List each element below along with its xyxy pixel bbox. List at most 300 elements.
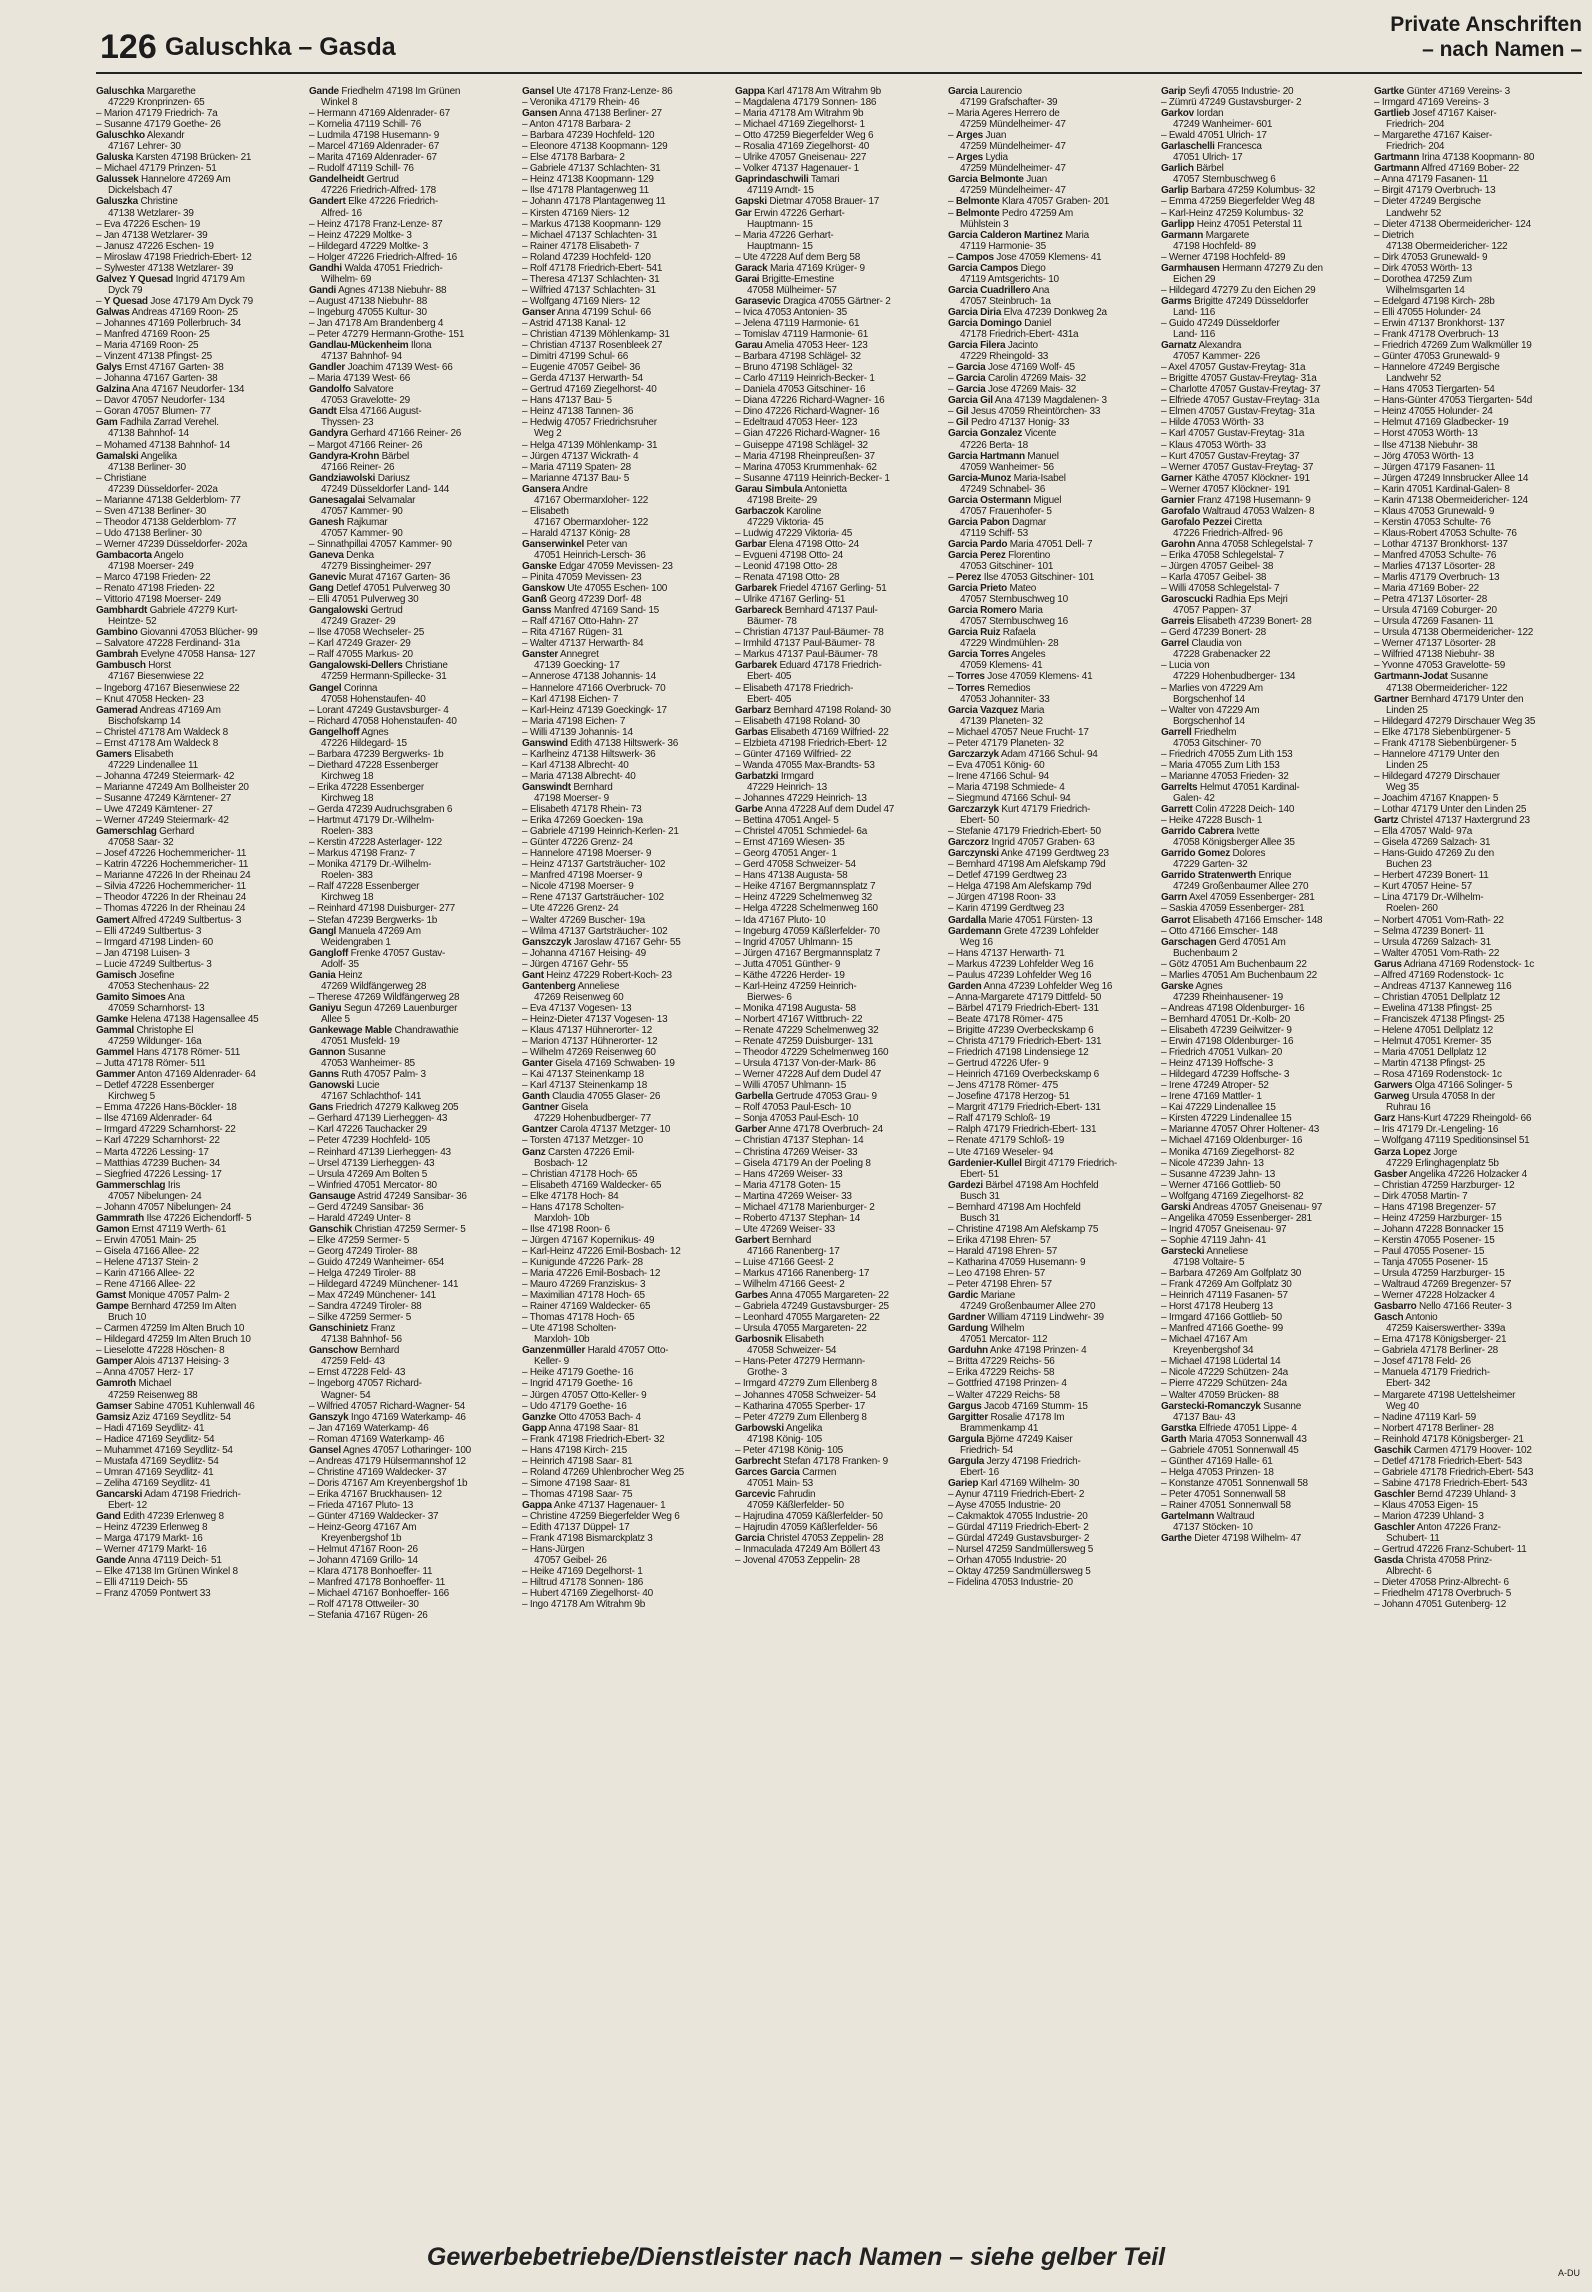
directory-entry: – Karin 47166 Allee- 22 xyxy=(96,1268,195,1280)
directory-entry: Garces Garcia Carmen xyxy=(735,1466,837,1478)
directory-entry: – Diethard 47228 Essenberger xyxy=(309,759,439,771)
directory-entry: Galuszka Christine xyxy=(96,196,178,208)
directory-entry: – Bernhard 47051 Dr.-Kolb- 20 xyxy=(1161,1013,1290,1025)
directory-entry: 47249 Schnabel- 36 xyxy=(960,483,1046,495)
directory-entry: – Christian 47137 Stephan- 14 xyxy=(735,1135,864,1147)
directory-entry: – Uwe 47249 Kärntener- 27 xyxy=(96,804,213,816)
directory-entry: – Leo 47198 Ehren- 57 xyxy=(948,1268,1046,1280)
directory-entry: – Johann 47051 Gutenberg- 12 xyxy=(1374,1599,1506,1611)
directory-entry: Garcia Hartmann Manuel xyxy=(948,450,1059,462)
directory-entry: Gant Heinz 47229 Robert-Koch- 23 xyxy=(522,969,672,981)
directory-entry: Dyck 79 xyxy=(108,284,143,296)
directory-entry: – Frank 47198 Friedrich-Ebert- 32 xyxy=(522,1433,665,1445)
directory-entry: – Susanne 47239 Jahn- 13 xyxy=(1161,1168,1276,1180)
directory-entry: – Gottfried 47198 Prinzen- 4 xyxy=(948,1378,1067,1390)
directory-entry: – Barbara 47198 Schlägel- 32 xyxy=(735,351,861,363)
directory-entry: – Sandra 47249 Tiroler- 88 xyxy=(309,1301,422,1313)
directory-entry: – Günther 47169 Halle- 61 xyxy=(1161,1455,1273,1467)
directory-entry: – Klaus 47053 Grunewald- 9 xyxy=(1374,505,1495,517)
directory-entry: Gande Anna 47119 Deich- 51 xyxy=(96,1555,222,1567)
directory-entry: Garthe Dieter 47198 Wilhelm- 47 xyxy=(1161,1533,1302,1545)
directory-entry: Galzina Ana 47167 Neudorfer- 134 xyxy=(96,384,245,396)
directory-entry: – Miroslaw 47198 Friedrich-Ebert- 12 xyxy=(96,251,252,263)
directory-entry: Garcia-Munoz Maria-Isabel xyxy=(948,472,1066,484)
directory-entry: – Peter 47239 Hochfeld- 105 xyxy=(309,1135,431,1147)
directory-entry: Gamper Alois 47137 Heising- 3 xyxy=(96,1356,229,1368)
directory-entry: Garcia Diria Elva 47239 Donkweg 2a xyxy=(948,306,1107,318)
directory-entry: Gammrath Ilse 47226 Eichendorff- 5 xyxy=(96,1212,252,1224)
directory-entry: – Rene 47166 Allee- 22 xyxy=(96,1279,196,1291)
directory-entry: – Kirsten 47229 Lindenallee 15 xyxy=(1161,1113,1292,1125)
directory-entry: Gartke Günter 47169 Vereins- 3 xyxy=(1374,86,1510,97)
directory-entry: – Helga 47228 Schelmenweg 160 xyxy=(735,903,878,915)
directory-entry: – Hildegard 47229 Moltke- 3 xyxy=(309,240,428,252)
directory-entry: – Barbara 47239 Bergwerks- 1b xyxy=(309,748,444,760)
directory-entry: – Heinz 47229 Moltke- 3 xyxy=(309,229,412,241)
directory-entry: – Roman 47169 Waterkamp- 46 xyxy=(309,1433,445,1445)
directory-entry: – Werner 47228 Holzacker 4 xyxy=(1374,1290,1495,1302)
directory-entry: Garbes Anna 47055 Margareten- 22 xyxy=(735,1290,889,1302)
directory-entry: 47259 Mündelheimer- 47 xyxy=(960,163,1066,175)
directory-entry: Garcia Romero Maria xyxy=(948,605,1043,617)
directory-entry: Gansera Andre xyxy=(522,483,588,495)
directory-entry: – Ingo 47178 Am Witrahm 9b xyxy=(522,1599,646,1611)
directory-entry: – Gisela 47179 An der Poeling 8 xyxy=(735,1157,871,1169)
directory-entry: – Theresa 47137 Schlachten- 31 xyxy=(522,273,660,285)
directory-entry: Garrido Gomez Dolores xyxy=(1161,848,1266,860)
directory-entry: 47057 Pappen- 37 xyxy=(1173,605,1252,617)
directory-entry: – Johannes 47169 Pollerbruch- 34 xyxy=(96,317,241,329)
directory-entry: – Marianne 47053 Frieden- 32 xyxy=(1161,770,1289,782)
directory-entry: Ganszczyk Jaroslaw 47167 Gehr- 55 xyxy=(522,936,681,948)
directory-entry: – Ayse 47055 Industrie- 20 xyxy=(948,1500,1061,1511)
directory-entry: Gardemann Grete 47239 Lohfelder xyxy=(948,925,1099,937)
directory-entry: – Johann 47228 Bonnacker 15 xyxy=(1374,1223,1504,1235)
directory-entry: Gansen Anna 47138 Berliner- 27 xyxy=(522,108,662,120)
directory-entry: – Eva 47051 König- 60 xyxy=(948,759,1045,771)
directory-entry: – Mustafa 47169 Seydlitz- 54 xyxy=(96,1455,219,1467)
directory-entry: 47057 Steinbruch- 1a xyxy=(960,295,1051,307)
directory-entry: – Zeliha 47169 Seydlitz- 41 xyxy=(96,1477,211,1489)
directory-entry: – Johann 47178 Plantagenweg 11 xyxy=(522,196,666,208)
directory-entry: Garcevic Fahrudin xyxy=(735,1488,816,1500)
directory-entry: – Karl 47226 Tauchacker 29 xyxy=(309,1124,427,1136)
directory-entry: Garcia Pardo Maria 47051 Dell- 7 xyxy=(948,538,1093,550)
directory-entry: Ganswind Edith 47138 Hiltswerk- 36 xyxy=(522,737,679,749)
directory-entry: – Gabriele 47137 Schlachten- 31 xyxy=(522,163,661,175)
directory-entry: – Willi 47139 Johannis- 14 xyxy=(522,726,633,738)
directory-entry: Garcia Calderon Martinez Maria xyxy=(948,229,1089,241)
directory-entry: 47119 Amtsgerichts- 10 xyxy=(960,273,1059,285)
directory-entry: Gangelhoff Agnes xyxy=(309,726,389,738)
directory-entry: – Karlheinz 47138 Hiltswerk- 36 xyxy=(522,748,656,760)
directory-entry: Gandert Elke 47226 Friedrich- xyxy=(309,196,438,208)
directory-entry: – Stefania 47167 Rügen- 26 xyxy=(309,1610,428,1622)
directory-entry: Garus Adriana 47169 Rodenstock- 1c xyxy=(1374,958,1534,970)
directory-entry: – Ursula 47269 Salzach- 31 xyxy=(1374,936,1491,948)
directory-entry: – Hiltrud 47178 Sonnen- 186 xyxy=(522,1577,644,1589)
directory-entry: Roelen- 383 xyxy=(321,870,373,882)
directory-entry: – Ingeburg 47059 Käßlerfelder- 70 xyxy=(735,925,880,937)
directory-entry: – Renate 47259 Duisburger- 131 xyxy=(735,1036,874,1048)
directory-entry: Garwers Olga 47166 Solinger- 5 xyxy=(1374,1080,1513,1092)
footer-note: Gewerbebetriebe/Dienstleister nach Namen – siehe gelber Teil xyxy=(426,2243,1166,2271)
directory-entry: – Jovenal 47053 Zeppelin- 28 xyxy=(735,1555,860,1567)
directory-entry: – Dieter 47138 Obermeidericher- 124 xyxy=(1374,218,1531,230)
directory-entry: – Susanne 47119 Heinrich-Becker- 1 xyxy=(735,472,890,484)
directory-entry: Ganiyu Segun 47269 Lauenburger xyxy=(309,1002,458,1014)
directory-entry: – Heinz-Georg 47167 Am xyxy=(309,1522,417,1534)
directory-entry: Gaprindaschwili Tamari xyxy=(735,174,840,186)
directory-entry: – Elli 47119 Deich- 55 xyxy=(96,1577,188,1589)
directory-entry: – Josef 47178 Feld- 26 xyxy=(1374,1356,1471,1368)
directory-entry: – Willi 47058 Schlegelstal- 7 xyxy=(1161,583,1280,595)
directory-entry: – Frank 47178 Siebenbürgener- 5 xyxy=(1374,737,1517,749)
directory-entry: – Ursula 47137 Von-der-Mark- 86 xyxy=(735,1058,876,1070)
directory-entry: Weg 40 xyxy=(1386,1400,1419,1412)
directory-entry: 47249 Wanheimer- 601 xyxy=(1173,119,1273,131)
directory-entry: – Jan 47138 Wetzlarer- 39 xyxy=(96,229,208,241)
directory-entry: 47239 Rheinhausener- 19 xyxy=(1173,991,1283,1003)
directory-entry: – Theodor 47226 In der Rheinau 24 xyxy=(96,892,247,904)
page-number: 126 xyxy=(100,28,157,66)
directory-entry: – Ingeburg 47055 Kultur- 30 xyxy=(309,306,427,318)
directory-entry: Dickelsbach 47 xyxy=(108,185,173,197)
directory-entry: 47198 König- 105 xyxy=(747,1433,822,1445)
directory-entry: Gammal Christophe El xyxy=(96,1024,194,1036)
directory-entry: – Heinz 47239 Erlenweg 8 xyxy=(96,1522,208,1534)
directory-entry: – Michael 47167 Bonhoeffer- 166 xyxy=(309,1588,449,1600)
directory-entry: Gangloff Frenke 47057 Gustav- xyxy=(309,947,446,959)
directory-entry: – Udo 47138 Berliner- 30 xyxy=(96,527,202,539)
directory-entry: – Heinz 47139 Hoffsche- 3 xyxy=(1161,1058,1273,1070)
directory-entry: Garcia Campos Diego xyxy=(948,262,1046,274)
directory-entry: – Annerose 47138 Johannis- 14 xyxy=(522,671,656,683)
directory-entry: – Georg 47249 Tiroler- 88 xyxy=(309,1245,418,1257)
directory-entry: Garza Lopez Jorge xyxy=(1374,1146,1458,1158)
directory-entry: – Brigitte 47057 Gustav-Freytag- 31a xyxy=(1161,373,1317,385)
directory-entry: 47259 Feld- 43 xyxy=(321,1356,385,1368)
directory-entry: – Monika 47169 Ziegelhorst- 82 xyxy=(1161,1146,1295,1158)
directory-entry: – Werner 47057 Klöckner- 191 xyxy=(1161,483,1291,495)
directory-entry: 47138 Berliner- 30 xyxy=(108,461,186,473)
directory-entry: – Gürdal 47119 Friedrich-Ebert- 2 xyxy=(948,1522,1089,1534)
directory-entry: – Marianne 47138 Gelderblom- 77 xyxy=(96,494,241,506)
directory-entry: – Gabriela 47178 Berliner- 28 xyxy=(1374,1345,1498,1357)
directory-entry: – Karla 47057 Geibel- 38 xyxy=(1161,572,1267,584)
directory-entry: 47167 Lehrer- 30 xyxy=(108,141,181,153)
directory-entry: – Jürgen 47167 Gehr- 55 xyxy=(522,958,628,970)
directory-entry: Garrell Friedhelm xyxy=(1161,726,1237,738)
directory-entry: Ganser Anna 47199 Schul- 66 xyxy=(522,306,651,318)
directory-entry: – Dieter 47249 Bergische xyxy=(1374,196,1481,208)
directory-entry: Ganß Georg 47239 Dorf- 48 xyxy=(522,594,642,606)
directory-entry: – Eva 47226 Eschen- 19 xyxy=(96,218,201,230)
directory-entry: – Christian 47139 Möhlenkamp- 31 xyxy=(522,329,670,341)
directory-entry: – Irmgard 47279 Zum Ellenberg 8 xyxy=(735,1378,877,1390)
directory-entry: – Johanna 47167 Heising- 49 xyxy=(522,947,646,959)
directory-entry: – Gertrud 47169 Ziegelhorst- 40 xyxy=(522,384,657,396)
directory-entry: – Torres Remedios xyxy=(948,682,1031,694)
directory-entry: – Christa 47179 Friedrich-Ebert- 131 xyxy=(948,1036,1102,1048)
directory-entry: Friedrich- 54 xyxy=(960,1444,1013,1456)
directory-entry: Ganszyk Ingo 47169 Waterkamp- 46 xyxy=(309,1411,466,1423)
directory-entry: – Helmut 47051 Kremer- 35 xyxy=(1374,1036,1492,1048)
directory-entry: – Gabriela 47249 Gustavsburger- 25 xyxy=(735,1301,889,1313)
directory-entry: – Michael 47198 Lüdertal 14 xyxy=(1161,1356,1281,1368)
directory-entry: Garau Amelia 47053 Heer- 123 xyxy=(735,340,868,352)
directory-entry: – Jürgen 47057 Geibel- 38 xyxy=(1161,561,1274,573)
directory-entry: Gangl Manuela 47269 Am xyxy=(309,925,421,937)
directory-entry: – Ludwig 47229 Viktoria- 45 xyxy=(735,527,853,539)
directory-entry: Garner Käthe 47057 Klöckner- 191 xyxy=(1161,472,1310,484)
directory-entry: – Erika 47228 Essenberger xyxy=(309,781,424,793)
directory-entry: Ganschik Christian 47259 Sermer- 5 xyxy=(309,1223,466,1235)
directory-entry: – Paul 47055 Posener- 15 xyxy=(1374,1245,1485,1257)
directory-entry: – Christian 47137 Rosenbleek 27 xyxy=(522,340,663,352)
directory-entry: – Klaus-Robert 47053 Schulte- 76 xyxy=(1374,527,1517,539)
directory-entry: – Silvia 47226 Hochemmericher- 11 xyxy=(96,881,246,893)
directory-entry: – Kai 47137 Steinenkamp 18 xyxy=(522,1069,644,1081)
directory-entry: Gantzer Carola 47137 Metzger- 10 xyxy=(522,1124,671,1136)
directory-entry: Gartlieb Josef 47167 Kaiser- xyxy=(1374,108,1497,120)
directory-entry: – Elisabeth 47198 Roland- 30 xyxy=(735,715,860,727)
directory-entry: – Helga 47198 Am Alefskamp 79d xyxy=(948,881,1092,893)
directory-entry: Garrido Cabrera Ivette xyxy=(1161,826,1260,838)
directory-entry: Garbarek Friedel 47167 Gerling- 51 xyxy=(735,583,887,595)
directory-entry: Kreyenbergshof 34 xyxy=(1173,1345,1254,1357)
directory-entry: Gania Heinz xyxy=(309,969,363,981)
directory-entry: 47051 Mercator- 112 xyxy=(960,1334,1048,1346)
directory-entry: – Michael 47137 Schlachten- 31 xyxy=(522,229,658,241)
directory-entry: – Orhan 47055 Industrie- 20 xyxy=(948,1555,1067,1567)
directory-entry: Garbarz Bernhard 47198 Roland- 30 xyxy=(735,704,891,716)
directory-entry: Gappa Karl 47178 Am Witrahm 9b xyxy=(735,86,881,97)
directory-entry: 47139 Planeten- 32 xyxy=(960,715,1043,727)
directory-entry: Gamroth Michael xyxy=(96,1378,172,1390)
directory-entry: Gantner Gisela xyxy=(522,1102,588,1114)
directory-entry: – Renate 47229 Schelmenweg 32 xyxy=(735,1024,879,1036)
directory-entry: Garcia Torres Angeles xyxy=(948,649,1046,661)
directory-entry: – Friedhelm 47178 Overbruch- 5 xyxy=(1374,1588,1512,1600)
directory-entry: Gamerschlag Gerhard xyxy=(96,826,195,838)
directory-entry: – Anna 47179 Fasanen- 11 xyxy=(1374,174,1488,186)
directory-entry: Garms Brigitte 47249 Düsseldorfer xyxy=(1161,295,1309,307)
directory-entry: – Zümrü 47249 Gustavsburger- 2 xyxy=(1161,97,1302,109)
directory-entry: Galwas Andreas 47169 Roon- 25 xyxy=(96,306,238,318)
directory-entry: – Siegmund 47166 Schul- 94 xyxy=(948,793,1071,804)
directory-entry: – Michael 47178 Marienburger- 2 xyxy=(735,1201,875,1213)
directory-entry: – Marianne 47226 In der Rheinau 24 xyxy=(96,870,251,882)
directory-entry: – Horst 47178 Heuberg 13 xyxy=(1161,1301,1273,1313)
directory-entry: – Erika 47229 Reichs- 58 xyxy=(948,1367,1055,1379)
directory-entry: 47058 Mülheimer- 57 xyxy=(747,284,837,296)
directory-entry: – Johann 47057 Nibelungen- 24 xyxy=(96,1201,232,1213)
directory-entry: Marxloh- 10b xyxy=(534,1212,590,1224)
directory-entry: – Maria 47178 Goten- 15 xyxy=(735,1179,841,1191)
directory-entry: Garbe Anna 47228 Auf dem Dudel 47 xyxy=(735,804,895,816)
directory-entry: – Marianne 47137 Bau- 5 xyxy=(522,472,630,484)
directory-entry: – Waltraud 47269 Bregenzer- 57 xyxy=(1374,1279,1512,1291)
directory-entry: – Hannelore 47198 Moerser- 9 xyxy=(522,848,652,860)
directory-entry: – Erika 47198 Ehren- 57 xyxy=(948,1234,1051,1246)
directory-entry: – Torres Jose 47059 Klemens- 41 xyxy=(948,671,1093,683)
directory-entry: – Hans-Guido 47269 Zu den xyxy=(1374,848,1494,860)
directory-entry: – Gabriele 47051 Sonnenwall 45 xyxy=(1161,1444,1299,1456)
directory-entry: – Reinhard 47198 Duisburger- 277 xyxy=(309,903,455,915)
directory-entry: Gamst Monique 47057 Palm- 2 xyxy=(96,1290,230,1302)
directory-entry: – Janusz 47226 Eschen- 19 xyxy=(96,240,214,252)
directory-entry: – Yvonne 47053 Gravelotte- 59 xyxy=(1374,660,1506,672)
directory-entry: Galuschka Margarethe xyxy=(96,86,196,97)
directory-entry: Gartmann Irina 47138 Koopmann- 80 xyxy=(1374,152,1535,164)
directory-entry: – Norbert 47051 Vom-Rath- 22 xyxy=(1374,914,1504,926)
directory-entry: Garlich Bärbel xyxy=(1161,163,1224,175)
directory-entry: – Gabriele 47178 Friedrich-Ebert- 543 xyxy=(1374,1466,1534,1478)
directory-entry: – Ingeborg 47167 Biesenwiese 22 xyxy=(96,682,240,694)
directory-entry: – Manuela 47179 Friedrich- xyxy=(1374,1367,1490,1379)
directory-entry: Garlip Barbara 47259 Kolumbus- 32 xyxy=(1161,185,1316,197)
directory-entry: Gaschler Bernd 47239 Uhland- 3 xyxy=(1374,1488,1516,1500)
directory-entry: Ganesagalai Selvamalar xyxy=(309,494,416,506)
directory-entry: – Garcia Carolin 47269 Mais- 32 xyxy=(948,373,1086,385)
directory-entry: – Joachim 47167 Knappen- 5 xyxy=(1374,793,1499,804)
directory-entry: – Nicole 47229 Schützen- 24a xyxy=(1161,1367,1288,1379)
directory-entry: – Erika 47269 Goecken- 19a xyxy=(522,815,643,827)
directory-entry: Ebert- 16 xyxy=(960,1466,999,1478)
directory-entry: – Ingeborg 47057 Richard- xyxy=(309,1378,422,1390)
directory-entry: Gantenberg Anneliese xyxy=(522,980,620,992)
directory-entry: Garcia Vazquez Maria xyxy=(948,704,1045,716)
directory-entry: – Hubert 47169 Ziegelhorst- 40 xyxy=(522,1588,653,1600)
directory-entry: – Ernst 47178 Am Waldeck 8 xyxy=(96,737,219,749)
directory-entry: 47057 Sternbuschweg 16 xyxy=(960,616,1068,628)
directory-entry: Heintze- 52 xyxy=(108,616,157,628)
directory-entry: Gamsiz Aziz 47169 Seydlitz- 54 xyxy=(96,1411,231,1423)
directory-entry: 47053 Gitschiner- 101 xyxy=(960,561,1054,573)
directory-entry: – Monika 47198 Augusta- 58 xyxy=(735,1002,856,1014)
directory-entry: – Elli 47055 Holunder- 24 xyxy=(1374,306,1481,318)
directory-entry: – Elfriede 47057 Gustav-Freytag- 31a xyxy=(1161,395,1320,407)
directory-entry: – Käthe 47226 Herder- 19 xyxy=(735,969,845,981)
directory-entry: – Frank 47178 Overbruch- 13 xyxy=(1374,329,1499,341)
directory-entry: Garrot Elisabeth 47166 Emscher- 148 xyxy=(1161,914,1323,926)
directory-entry: – Ute 47269 Weiser- 33 xyxy=(735,1223,835,1235)
directory-entry: – Walter von 47229 Am xyxy=(1161,704,1260,716)
directory-entry: – Sonja 47053 Paul-Esch- 10 xyxy=(735,1113,859,1125)
directory-entry: Land- 116 xyxy=(1173,306,1216,318)
directory-entry: – Lucia von xyxy=(1161,660,1210,672)
directory-entry: – Michael 47169 Ziegelhorst- 1 xyxy=(735,119,865,131)
directory-entry: – Rene 47137 Gartsträucher- 102 xyxy=(522,892,664,904)
directory-entry: – Marion 47179 Friedrich- 7a xyxy=(96,108,218,120)
directory-entry: – Wilma 47137 Gartsträucher- 102 xyxy=(522,925,668,937)
directory-entry: – Jürgen 47249 Innsbrucker Allee 14 xyxy=(1374,472,1529,484)
directory-entry: – Marion 47137 Hühnerorter- 12 xyxy=(522,1036,658,1048)
directory-entry: – Elisabeth xyxy=(522,505,569,517)
directory-entry: Garrel Claudia von xyxy=(1161,638,1242,650)
directory-entry: Garcia Laurencio xyxy=(948,86,1022,97)
directory-entry: – Wilfried 47137 Schlachten- 31 xyxy=(522,284,656,296)
directory-entry: Linden 25 xyxy=(1386,704,1428,716)
directory-entry: Galvez Y Quesad Ingrid 47179 Am xyxy=(96,273,245,285)
directory-entry: 47249 Grazer- 29 xyxy=(321,616,396,628)
directory-entry: Allee 5 xyxy=(321,1013,350,1025)
directory-entry: 47259 Hermann-Spillecke- 31 xyxy=(321,671,447,683)
directory-entry: – Karl 47057 Gustav-Freytag- 31a xyxy=(1161,428,1305,440)
directory-entry: – Frank 47269 Am Golfplatz 30 xyxy=(1161,1279,1292,1291)
directory-entry: Kreyenbergshof 1b xyxy=(321,1533,402,1545)
column-4 xyxy=(735,86,935,2234)
directory-entry: Garcia Ostermann Miguel xyxy=(948,494,1062,506)
directory-entry: 47259 Reisenweg 88 xyxy=(108,1389,198,1401)
directory-entry: – Diana 47226 Richard-Wagner- 16 xyxy=(735,395,885,407)
directory-entry: Gartmann-Jodat Susanne xyxy=(1374,671,1488,683)
directory-entry: Ganzenmüller Harald 47057 Otto- xyxy=(522,1345,669,1357)
directory-entry: 47229 Windmühlen- 28 xyxy=(960,638,1059,650)
directory-entry: – Franz 47059 Pontwert 33 xyxy=(96,1588,211,1600)
directory-entry: – Roberto 47137 Stephan- 14 xyxy=(735,1212,861,1224)
directory-entry: Gansel Agnes 47057 Lotharinger- 100 xyxy=(309,1444,471,1456)
directory-entry: Garack Maria 47169 Krüger- 9 xyxy=(735,262,865,274)
directory-entry: 47057 Frauenhofer- 5 xyxy=(960,505,1052,517)
directory-entry: – Wilhelm 47269 Reisenweg 60 xyxy=(522,1047,656,1059)
directory-entry: – Werner 47239 Düsseldorfer- 202a xyxy=(96,538,248,550)
directory-entry: – Klaus 47053 Eigen- 15 xyxy=(1374,1500,1478,1511)
directory-entry: – Marianne 47057 Ohrer Holtener- 43 xyxy=(1161,1124,1320,1136)
directory-entry: 47059 Käßlerfelder- 50 xyxy=(747,1500,844,1511)
directory-entry: – Eugenie 47057 Geibel- 36 xyxy=(522,362,641,374)
directory-entry: – Jens 47178 Römer- 475 xyxy=(948,1080,1058,1092)
directory-entry: Gaschik Carmen 47179 Hoover- 102 xyxy=(1374,1444,1532,1456)
directory-entry: Garbaczok Karoline xyxy=(735,505,822,517)
directory-entry: Gamke Helena 47138 Hagensallee 45 xyxy=(96,1013,259,1025)
directory-entry: – Susanne 47179 Goethe- 26 xyxy=(96,119,221,131)
directory-entry: – Hadi 47169 Seydlitz- 41 xyxy=(96,1422,205,1434)
directory-entry: – Johannes 47058 Schweizer- 54 xyxy=(735,1389,876,1401)
directory-entry: Ebert- 51 xyxy=(960,1168,999,1180)
directory-entry: – Matthias 47239 Buchen- 34 xyxy=(96,1157,220,1169)
directory-entry: – Andreas 47137 Kanneweg 116 xyxy=(1374,980,1512,992)
directory-entry: – Maria 47169 Bober- 22 xyxy=(1374,583,1479,595)
directory-entry: – Michael 47057 Neue Frucht- 17 xyxy=(948,726,1089,738)
directory-entry: – Katharina 47055 Sperber- 17 xyxy=(735,1400,866,1412)
directory-entry: – Franciszek 47138 Pfingst- 25 xyxy=(1374,1013,1505,1025)
directory-entry: 47178 Friedrich-Ebert- 431a xyxy=(960,329,1079,341)
directory-entry: Gandhi Walda 47051 Friedrich- xyxy=(309,262,443,274)
directory-entry: – Irmgard 47169 Vereins- 3 xyxy=(1374,97,1489,109)
directory-entry: Bosbach- 12 xyxy=(534,1157,588,1169)
directory-entry: – Thomas 47198 Saar- 75 xyxy=(522,1488,633,1500)
directory-entry: – Dorothea 47259 Zum xyxy=(1374,273,1472,285)
directory-entry: 47138 Obermeidericher- 122 xyxy=(1386,240,1508,252)
directory-entry: – Ute 47228 Auf dem Berg 58 xyxy=(735,251,861,263)
directory-entry: – Rosalia 47169 Ziegelhorst- 40 xyxy=(735,141,870,153)
directory-entry: 47249 Großenbaumer Allee 270 xyxy=(960,1301,1096,1313)
directory-entry: – Hildegard 47249 Münchener- 141 xyxy=(309,1279,459,1291)
directory-entry: – Hartmut 47179 Dr.-Wilhelm- xyxy=(309,815,435,827)
directory-entry: – Karin 47199 Gerdtweg 23 xyxy=(948,903,1065,915)
directory-entry: – Maximilian 47178 Hoch- 65 xyxy=(522,1290,645,1302)
directory-entry: – Heinz 47138 Koopmann- 129 xyxy=(522,174,654,186)
directory-entry: – Hans-Jürgen xyxy=(522,1544,585,1556)
directory-entry: 47058 Hohenstaufen- 40 xyxy=(321,693,426,705)
directory-entry: – Jürgen 47179 Fasanen- 11 xyxy=(1374,461,1496,473)
directory-entry: – Christel 47178 Am Waldeck 8 xyxy=(96,726,228,738)
directory-entry: 47058 Schweizer- 54 xyxy=(747,1345,837,1357)
directory-entry: 47119 Arndt- 15 xyxy=(747,185,814,197)
directory-entry: – Irmgard 47229 Scharnhorst- 22 xyxy=(96,1124,236,1136)
